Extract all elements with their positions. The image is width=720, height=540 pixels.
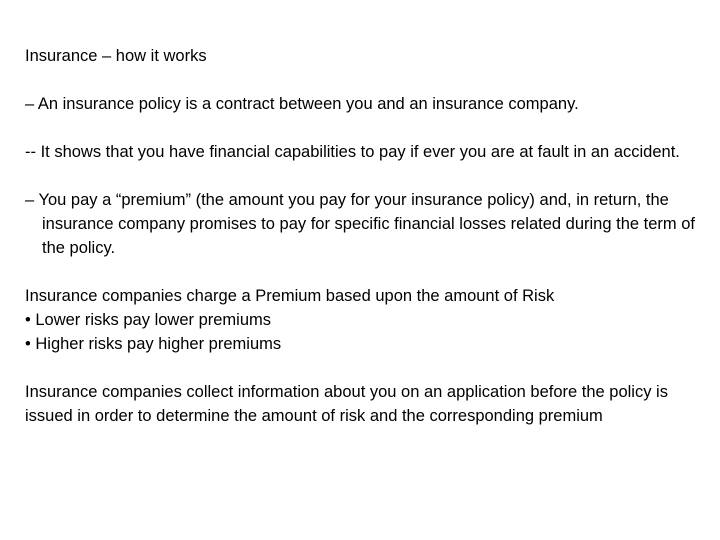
slide-title: Insurance – how it works: [25, 47, 207, 65]
bullet-lower-risk: • Lower risks pay lower premiums: [25, 311, 272, 329]
spacer: [25, 260, 710, 284]
risk-intro: Insurance companies charge a Premium based upon the amount of Risk: [25, 287, 555, 305]
paragraph-application: Insurance companies collect information about you on an application before the policy is issued in order to determine the amount of risk and the corresponding premium: [25, 383, 668, 425]
paragraph-financial-capability: -- It shows that you have financial capabilities to pay if ever you are at fault in an accident.: [25, 143, 680, 161]
slide-body: [25, 44, 710, 428]
spacer: [25, 116, 710, 140]
spacer: [25, 68, 710, 92]
spacer: [25, 356, 710, 380]
paragraph-contract: – An insurance policy is a contract between you and an insurance company.: [25, 95, 579, 113]
paragraph-premium: – You pay a “premium” (the amount you pay for your insurance policy) and, in return, the insurance company promises to pay for specific financial losses related during the term of the policy.: [25, 191, 695, 257]
bullet-higher-risk: • Higher risks pay higher premiums: [25, 335, 282, 353]
spacer: [25, 164, 710, 188]
